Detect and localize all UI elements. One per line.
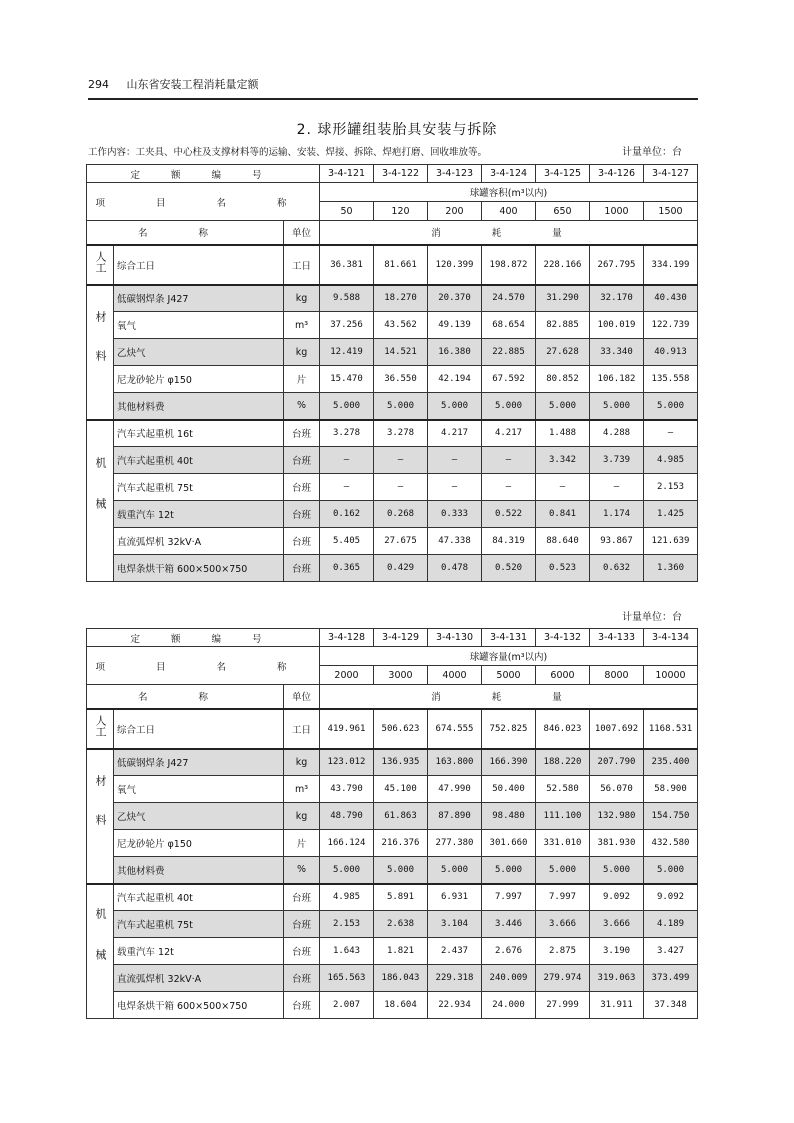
- machine-unit: 台班: [284, 965, 320, 992]
- machine-unit: 台班: [284, 938, 320, 965]
- material-value: 5.000: [590, 393, 644, 420]
- machine-value: 0.478: [428, 555, 482, 582]
- machine-value: 3.278: [374, 420, 428, 447]
- size-cell: 400: [482, 202, 536, 221]
- work-content-line: [88, 145, 698, 161]
- material-value: 48.790: [320, 803, 374, 830]
- material-value: 45.100: [374, 776, 428, 803]
- labor-unit: 工日: [284, 245, 320, 285]
- machine-value: 2.638: [374, 911, 428, 938]
- machine-value: 319.063: [590, 965, 644, 992]
- material-row: [87, 830, 698, 857]
- labor-value: 674.555: [428, 709, 482, 749]
- material-value: 235.400: [644, 749, 698, 776]
- machine-value: 0.841: [536, 501, 590, 528]
- material-value: 43.790: [320, 776, 374, 803]
- machine-row: [87, 911, 698, 938]
- table2-measure-unit: 计量单位：台: [622, 612, 682, 623]
- machine-value: 0.365: [320, 555, 374, 582]
- machine-value: 2.153: [320, 911, 374, 938]
- machine-value: 2.007: [320, 992, 374, 1019]
- material-value: 40.913: [644, 339, 698, 366]
- measure-unit: 计量单位：台: [622, 147, 682, 158]
- machine-value: 4.189: [644, 911, 698, 938]
- material-value: 432.580: [644, 830, 698, 857]
- size-cell: 10000: [644, 666, 698, 685]
- material-value: 42.194: [428, 366, 482, 393]
- machine-value: 4.985: [644, 447, 698, 474]
- machine-value: 373.499: [644, 965, 698, 992]
- labor-value: 846.023: [536, 709, 590, 749]
- unit-header: 单位: [284, 221, 320, 245]
- material-value: 36.550: [374, 366, 428, 393]
- machine-value: 240.009: [482, 965, 536, 992]
- machine-value: 7.997: [482, 884, 536, 911]
- machine-value: 0.333: [428, 501, 482, 528]
- material-value: 188.220: [536, 749, 590, 776]
- machine-unit: 台班: [284, 884, 320, 911]
- machine-value: —: [536, 474, 590, 501]
- labor-row: [87, 709, 698, 749]
- machine-row: [87, 501, 698, 528]
- machine-value: 0.520: [482, 555, 536, 582]
- machine-value: 5.891: [374, 884, 428, 911]
- labor-value: 81.661: [374, 245, 428, 285]
- material-value: 5.000: [536, 857, 590, 884]
- material-name: 低碳钢焊条 J427: [114, 749, 284, 776]
- machine-value: 5.405: [320, 528, 374, 555]
- labor-value: 334.199: [644, 245, 698, 285]
- material-value: 5.000: [644, 857, 698, 884]
- machine-value: —: [590, 474, 644, 501]
- machine-value: 2.875: [536, 938, 590, 965]
- material-value: 58.900: [644, 776, 698, 803]
- material-value: 87.890: [428, 803, 482, 830]
- machine-value: 1.425: [644, 501, 698, 528]
- labor-value: 120.399: [428, 245, 482, 285]
- machine-value: 4.288: [590, 420, 644, 447]
- material-unit: kg: [284, 749, 320, 776]
- machine-value: 1.643: [320, 938, 374, 965]
- machine-row: [87, 992, 698, 1019]
- labor-value: 36.381: [320, 245, 374, 285]
- material-value: 216.376: [374, 830, 428, 857]
- labor-value: 506.623: [374, 709, 428, 749]
- material-value: 5.000: [320, 857, 374, 884]
- quota-code-cell: 3-4-121: [320, 165, 374, 183]
- machine-value: 31.911: [590, 992, 644, 1019]
- material-name: 氧气: [114, 776, 284, 803]
- machine-value: 6.931: [428, 884, 482, 911]
- material-value: 5.000: [374, 857, 428, 884]
- labor-value: 267.795: [590, 245, 644, 285]
- labor-name: 综合工日: [114, 709, 284, 749]
- machine-value: —: [320, 474, 374, 501]
- machine-unit: 台班: [284, 447, 320, 474]
- labor-value: 752.825: [482, 709, 536, 749]
- material-value: 27.628: [536, 339, 590, 366]
- material-unit: %: [284, 393, 320, 420]
- material-name: 低碳钢焊条 J427: [114, 285, 284, 312]
- machine-unit: 台班: [284, 992, 320, 1019]
- machine-row: [87, 528, 698, 555]
- material-value: 32.170: [590, 285, 644, 312]
- material-unit: m³: [284, 312, 320, 339]
- material-value: 5.000: [644, 393, 698, 420]
- quota-code-cell: 3-4-125: [536, 165, 590, 183]
- machine-unit: 台班: [284, 528, 320, 555]
- category-labor-text: 人工: [94, 715, 107, 737]
- category-material-text: 材料: [94, 310, 107, 389]
- machine-value: 9.092: [590, 884, 644, 911]
- material-value: 277.380: [428, 830, 482, 857]
- machine-value: 2.437: [428, 938, 482, 965]
- volume-header-row: [87, 183, 698, 202]
- category-labor: [87, 245, 114, 285]
- material-value: 5.000: [320, 393, 374, 420]
- machine-name: 汽车式起重机 16t: [114, 420, 284, 447]
- size-cell: 50: [320, 202, 374, 221]
- machine-value: 279.974: [536, 965, 590, 992]
- machine-value: 3.278: [320, 420, 374, 447]
- machine-row: [87, 938, 698, 965]
- machine-value: 3.190: [590, 938, 644, 965]
- machine-value: 3.104: [428, 911, 482, 938]
- labor-value: 198.872: [482, 245, 536, 285]
- machine-value: 27.999: [536, 992, 590, 1019]
- quota-code-row: [87, 165, 698, 183]
- quota-no-label: 定 额 编 号: [87, 165, 320, 183]
- machine-row: [87, 965, 698, 992]
- material-row: [87, 285, 698, 312]
- material-value: 5.000: [428, 393, 482, 420]
- labor-value: 228.166: [536, 245, 590, 285]
- material-unit: %: [284, 857, 320, 884]
- section-title: 2. 球形罐组装胎具安装与拆除: [296, 122, 498, 138]
- machine-value: 9.092: [644, 884, 698, 911]
- material-value: 56.070: [590, 776, 644, 803]
- material-unit: m³: [284, 776, 320, 803]
- category-material: [87, 749, 114, 884]
- machine-value: 18.604: [374, 992, 428, 1019]
- material-value: 166.390: [482, 749, 536, 776]
- machine-value: —: [374, 474, 428, 501]
- material-name: 尼龙砂轮片 φ150: [114, 366, 284, 393]
- category-labor: [87, 709, 114, 749]
- quota-no-label: 定 额 编 号: [87, 629, 320, 647]
- material-name: 其他材料费: [114, 393, 284, 420]
- material-value: 5.000: [590, 857, 644, 884]
- quota-code-row: [87, 629, 698, 647]
- machine-value: 1.488: [536, 420, 590, 447]
- quota-code-cell: 3-4-129: [374, 629, 428, 647]
- material-value: 47.990: [428, 776, 482, 803]
- material-unit: 片: [284, 366, 320, 393]
- machine-name: 汽车式起重机 40t: [114, 447, 284, 474]
- machine-value: 27.675: [374, 528, 428, 555]
- material-value: 18.270: [374, 285, 428, 312]
- machine-row: [87, 420, 698, 447]
- machine-unit: 台班: [284, 501, 320, 528]
- material-name: 尼龙砂轮片 φ150: [114, 830, 284, 857]
- size-cell: 4000: [428, 666, 482, 685]
- machine-unit: 台班: [284, 911, 320, 938]
- machine-value: 4.985: [320, 884, 374, 911]
- machine-value: 88.640: [536, 528, 590, 555]
- size-cell: 650: [536, 202, 590, 221]
- material-value: 68.654: [482, 312, 536, 339]
- machine-value: 4.217: [482, 420, 536, 447]
- material-value: 154.750: [644, 803, 698, 830]
- quota-code-cell: 3-4-134: [644, 629, 698, 647]
- labor-row: [87, 245, 698, 285]
- machine-name: 直流弧焊机 32kV·A: [114, 528, 284, 555]
- material-row: [87, 803, 698, 830]
- machine-unit: 台班: [284, 420, 320, 447]
- labor-value: 1007.692: [590, 709, 644, 749]
- material-value: 80.852: [536, 366, 590, 393]
- category-material: [87, 285, 114, 420]
- machine-value: —: [374, 447, 428, 474]
- material-value: 207.790: [590, 749, 644, 776]
- machine-value: 24.000: [482, 992, 536, 1019]
- quota-code-cell: 3-4-131: [482, 629, 536, 647]
- material-value: 5.000: [536, 393, 590, 420]
- material-value: 98.480: [482, 803, 536, 830]
- machine-row: [87, 884, 698, 911]
- machine-row: [87, 447, 698, 474]
- machine-value: 121.639: [644, 528, 698, 555]
- size-cell: 6000: [536, 666, 590, 685]
- material-row: [87, 393, 698, 420]
- page-header: [88, 76, 698, 100]
- category-machine-text: 机械: [94, 457, 107, 540]
- material-value: 50.400: [482, 776, 536, 803]
- volume-label: 球罐容量(m³以内): [320, 647, 698, 666]
- material-row: [87, 749, 698, 776]
- quota-code-cell: 3-4-130: [428, 629, 482, 647]
- material-row: [87, 857, 698, 884]
- column-header-row: [87, 221, 698, 245]
- machine-value: 3.342: [536, 447, 590, 474]
- machine-value: 0.429: [374, 555, 428, 582]
- material-value: 14.521: [374, 339, 428, 366]
- machine-value: 3.427: [644, 938, 698, 965]
- material-value: 15.470: [320, 366, 374, 393]
- size-cell: 3000: [374, 666, 428, 685]
- machine-value: —: [428, 474, 482, 501]
- machine-value: 1.821: [374, 938, 428, 965]
- machine-name: 载重汽车 12t: [114, 501, 284, 528]
- machine-value: 47.338: [428, 528, 482, 555]
- category-labor-text: 人工: [94, 251, 107, 273]
- volume-label: 球罐容积(m³以内): [320, 183, 698, 202]
- size-cell: 8000: [590, 666, 644, 685]
- material-value: 301.660: [482, 830, 536, 857]
- item-name-label: 项 目 名 称: [87, 183, 320, 221]
- machine-unit: 台班: [284, 555, 320, 582]
- category-machine: [87, 884, 114, 1019]
- machine-value: —: [320, 447, 374, 474]
- consumption-header: 消 耗 量: [320, 685, 698, 709]
- labor-value: 419.961: [320, 709, 374, 749]
- material-value: 12.419: [320, 339, 374, 366]
- work-content: 工作内容：工夹具、中心柱及支撑材料等的运输、安装、焊接、拆除、焊疤打磨、回收堆放等。: [88, 147, 488, 158]
- material-value: 31.290: [536, 285, 590, 312]
- book-title: 山东省安装工程消耗量定额: [126, 78, 259, 91]
- machine-name: 汽车式起重机 75t: [114, 911, 284, 938]
- machine-value: —: [428, 447, 482, 474]
- machine-value: 7.997: [536, 884, 590, 911]
- unit-header: 单位: [284, 685, 320, 709]
- item-name-label: 项 目 名 称: [87, 647, 320, 685]
- consumption-header: 消 耗 量: [320, 221, 698, 245]
- machine-row: [87, 474, 698, 501]
- material-value: 33.340: [590, 339, 644, 366]
- machine-value: 84.319: [482, 528, 536, 555]
- quota-code-cell: 3-4-127: [644, 165, 698, 183]
- machine-name: 汽车式起重机 75t: [114, 474, 284, 501]
- machine-value: —: [644, 420, 698, 447]
- machine-value: 22.934: [428, 992, 482, 1019]
- machine-row: [87, 555, 698, 582]
- material-unit: 片: [284, 830, 320, 857]
- size-cell: 200: [428, 202, 482, 221]
- machine-name: 电焊条烘干箱 600×500×750: [114, 992, 284, 1019]
- material-value: 331.010: [536, 830, 590, 857]
- material-name: 其他材料费: [114, 857, 284, 884]
- material-name: 氧气: [114, 312, 284, 339]
- material-row: [87, 776, 698, 803]
- machine-value: 3.739: [590, 447, 644, 474]
- material-value: 67.592: [482, 366, 536, 393]
- size-cell: 1500: [644, 202, 698, 221]
- material-value: 5.000: [482, 393, 536, 420]
- material-value: 106.182: [590, 366, 644, 393]
- material-value: 111.100: [536, 803, 590, 830]
- material-value: 82.885: [536, 312, 590, 339]
- material-value: 52.580: [536, 776, 590, 803]
- machine-value: 4.217: [428, 420, 482, 447]
- material-unit: kg: [284, 339, 320, 366]
- material-value: 132.980: [590, 803, 644, 830]
- material-value: 20.370: [428, 285, 482, 312]
- material-value: 43.562: [374, 312, 428, 339]
- material-value: 166.124: [320, 830, 374, 857]
- quota-code-cell: 3-4-128: [320, 629, 374, 647]
- material-value: 5.000: [428, 857, 482, 884]
- machine-name: 载重汽车 12t: [114, 938, 284, 965]
- machine-value: 1.174: [590, 501, 644, 528]
- machine-value: 2.153: [644, 474, 698, 501]
- material-name: 乙炔气: [114, 339, 284, 366]
- machine-name: 电焊条烘干箱 600×500×750: [114, 555, 284, 582]
- machine-value: 0.162: [320, 501, 374, 528]
- machine-value: 3.666: [590, 911, 644, 938]
- machine-name: 直流弧焊机 32kV·A: [114, 965, 284, 992]
- volume-header-row: [87, 647, 698, 666]
- size-cell: 1000: [590, 202, 644, 221]
- machine-value: 93.867: [590, 528, 644, 555]
- page-number: 294: [88, 78, 109, 91]
- machine-value: 3.666: [536, 911, 590, 938]
- machine-value: 229.318: [428, 965, 482, 992]
- material-value: 122.739: [644, 312, 698, 339]
- material-value: 100.019: [590, 312, 644, 339]
- quota-code-cell: 3-4-133: [590, 629, 644, 647]
- material-value: 136.935: [374, 749, 428, 776]
- machine-value: —: [482, 474, 536, 501]
- material-value: 40.430: [644, 285, 698, 312]
- quota-table-1: [86, 164, 698, 582]
- material-unit: kg: [284, 285, 320, 312]
- machine-value: 0.268: [374, 501, 428, 528]
- column-header-row: [87, 685, 698, 709]
- machine-name: 汽车式起重机 40t: [114, 884, 284, 911]
- category-material-text: 材料: [94, 774, 107, 853]
- quota-code-cell: 3-4-122: [374, 165, 428, 183]
- size-cell: 5000: [482, 666, 536, 685]
- material-value: 5.000: [374, 393, 428, 420]
- machine-value: 186.043: [374, 965, 428, 992]
- quota-code-cell: 3-4-126: [590, 165, 644, 183]
- material-value: 5.000: [482, 857, 536, 884]
- labor-unit: 工日: [284, 709, 320, 749]
- machine-value: 3.446: [482, 911, 536, 938]
- material-value: 49.139: [428, 312, 482, 339]
- material-value: 163.800: [428, 749, 482, 776]
- labor-value: 1168.531: [644, 709, 698, 749]
- material-name: 乙炔气: [114, 803, 284, 830]
- material-value: 37.256: [320, 312, 374, 339]
- machine-unit: 台班: [284, 474, 320, 501]
- material-value: 16.380: [428, 339, 482, 366]
- machine-value: 37.348: [644, 992, 698, 1019]
- machine-value: 0.523: [536, 555, 590, 582]
- name-header: 名 称: [87, 221, 284, 245]
- machine-value: 2.676: [482, 938, 536, 965]
- material-row: [87, 312, 698, 339]
- material-value: 24.570: [482, 285, 536, 312]
- category-machine: [87, 420, 114, 582]
- material-value: 123.012: [320, 749, 374, 776]
- machine-value: —: [482, 447, 536, 474]
- material-value: 381.930: [590, 830, 644, 857]
- machine-value: 165.563: [320, 965, 374, 992]
- material-value: 22.885: [482, 339, 536, 366]
- name-header: 名 称: [87, 685, 284, 709]
- material-unit: kg: [284, 803, 320, 830]
- size-cell: 2000: [320, 666, 374, 685]
- material-value: 135.558: [644, 366, 698, 393]
- quota-code-cell: 3-4-132: [536, 629, 590, 647]
- size-cell: 120: [374, 202, 428, 221]
- labor-name: 综合工日: [114, 245, 284, 285]
- machine-value: 0.632: [590, 555, 644, 582]
- quota-code-cell: 3-4-124: [482, 165, 536, 183]
- machine-value: 0.522: [482, 501, 536, 528]
- material-row: [87, 366, 698, 393]
- material-row: [87, 339, 698, 366]
- category-machine-text: 机械: [94, 907, 107, 990]
- quota-table-2: [86, 628, 698, 1019]
- quota-code-cell: 3-4-123: [428, 165, 482, 183]
- material-value: 9.588: [320, 285, 374, 312]
- machine-value: 1.360: [644, 555, 698, 582]
- material-value: 61.863: [374, 803, 428, 830]
